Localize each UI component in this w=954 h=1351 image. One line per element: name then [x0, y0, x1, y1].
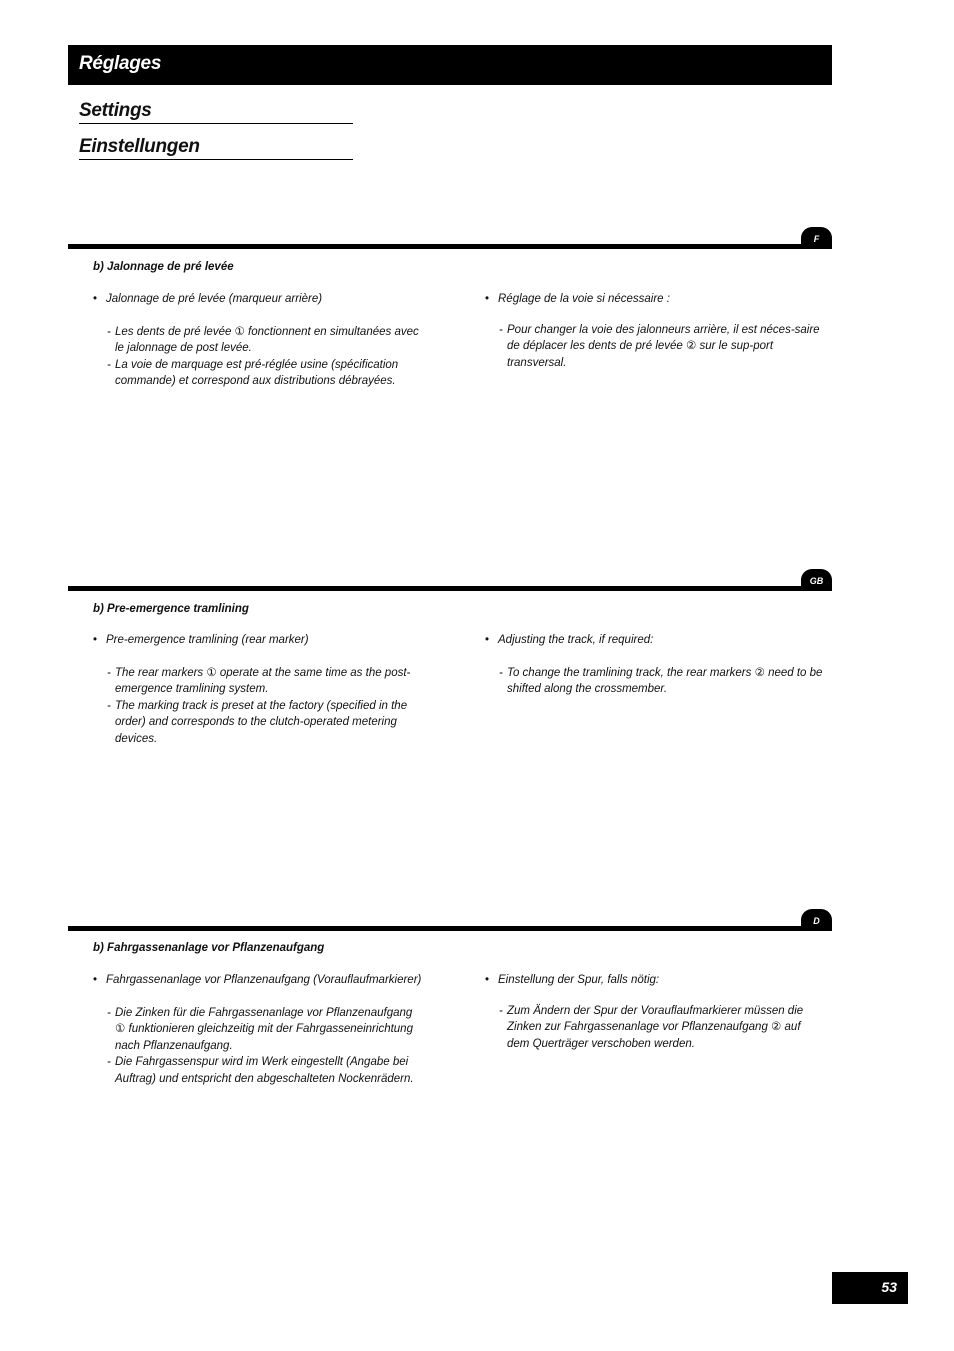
page-number: 53 — [832, 1272, 908, 1304]
section-divider — [68, 586, 832, 591]
bullet-item: • Fahrgassenanlage vor Pflanzenaufgang (Vorauflaufmarkierer) — [93, 972, 423, 989]
subtitle-english: Settings — [79, 100, 353, 124]
language-badge-gb: GB — [801, 569, 832, 591]
dash-list — [93, 665, 423, 748]
dash-item: - To change the tramlining track, the rear markers ② need to be shifted along the crossmember. — [499, 666, 823, 695]
dash-list — [485, 665, 825, 698]
dash-item: - Die Zinken für die Fahrgassenanlage vor Pflanzenaufgang ① funktionieren gleichzeitig mit der Fahrgasseneinrichtung nach Pflanzenaufgang. — [107, 1006, 413, 1052]
bullet-item: • Jalonnage de pré levée (marqueur arrière) — [93, 291, 423, 308]
left-column — [93, 291, 423, 390]
dash-list — [485, 322, 825, 372]
dash-item: - The marking track is preset at the factory (specified in the order) and corresponds to the clutch-operated metering devices. — [107, 699, 408, 745]
bullet-item: • Einstellung der Spur, falls nötig: — [485, 972, 825, 989]
subtitle-german: Einstellungen — [79, 136, 353, 160]
right-column — [485, 291, 825, 371]
dash-list — [485, 1003, 825, 1053]
language-badge-f: F — [801, 227, 832, 249]
dash-item: - Zum Ändern der Spur der Vorauflaufmarkierer müssen die Zinken zur Fahrgassenanlage vor Pflanzenaufgang ② auf dem Querträger verschoben werden. — [499, 1004, 804, 1050]
section-title: b) Pre-emergence tramlining — [93, 603, 249, 615]
bullet-item: • Adjusting the track, if required: — [485, 632, 825, 649]
right-column — [485, 972, 825, 1052]
dash-item: - The rear markers ① operate at the same time as the post-emergence tramlining system. — [107, 666, 411, 695]
section-divider — [68, 244, 832, 249]
section-title: b) Jalonnage de pré levée — [93, 261, 234, 273]
page-title: Réglages — [79, 53, 162, 74]
left-column — [93, 972, 423, 1087]
header-bar — [68, 45, 832, 85]
dash-item: - La voie de marquage est pré-réglée usine (spécification commande) et correspond aux distributions débrayées. — [107, 358, 399, 387]
right-column — [485, 632, 825, 698]
dash-item: - Die Fahrgassenspur wird im Werk eingestellt (Angabe bei Auftrag) und entspricht den abgeschalteten Nockenrädern. — [107, 1056, 414, 1085]
language-badge-d: D — [801, 909, 832, 931]
left-column — [93, 632, 423, 747]
section-title: b) Fahrgassenanlage vor Pflanzenaufgang — [93, 942, 325, 954]
dash-item: - Pour changer la voie des jalonneurs arrière, il est néces-saire de déplacer les dents de pré levée ② sur le sup-port transversal. — [499, 323, 820, 369]
section-divider — [68, 926, 832, 931]
bullet-item: • Pre-emergence tramlining (rear marker) — [93, 632, 423, 649]
dash-list — [93, 324, 423, 390]
dash-list — [93, 1005, 423, 1088]
dash-item: - Les dents de pré levée ① fonctionnent en simultanées avec le jalonnage de post levée. — [107, 325, 419, 354]
bullet-item: • Réglage de la voie si nécessaire : — [485, 291, 825, 308]
